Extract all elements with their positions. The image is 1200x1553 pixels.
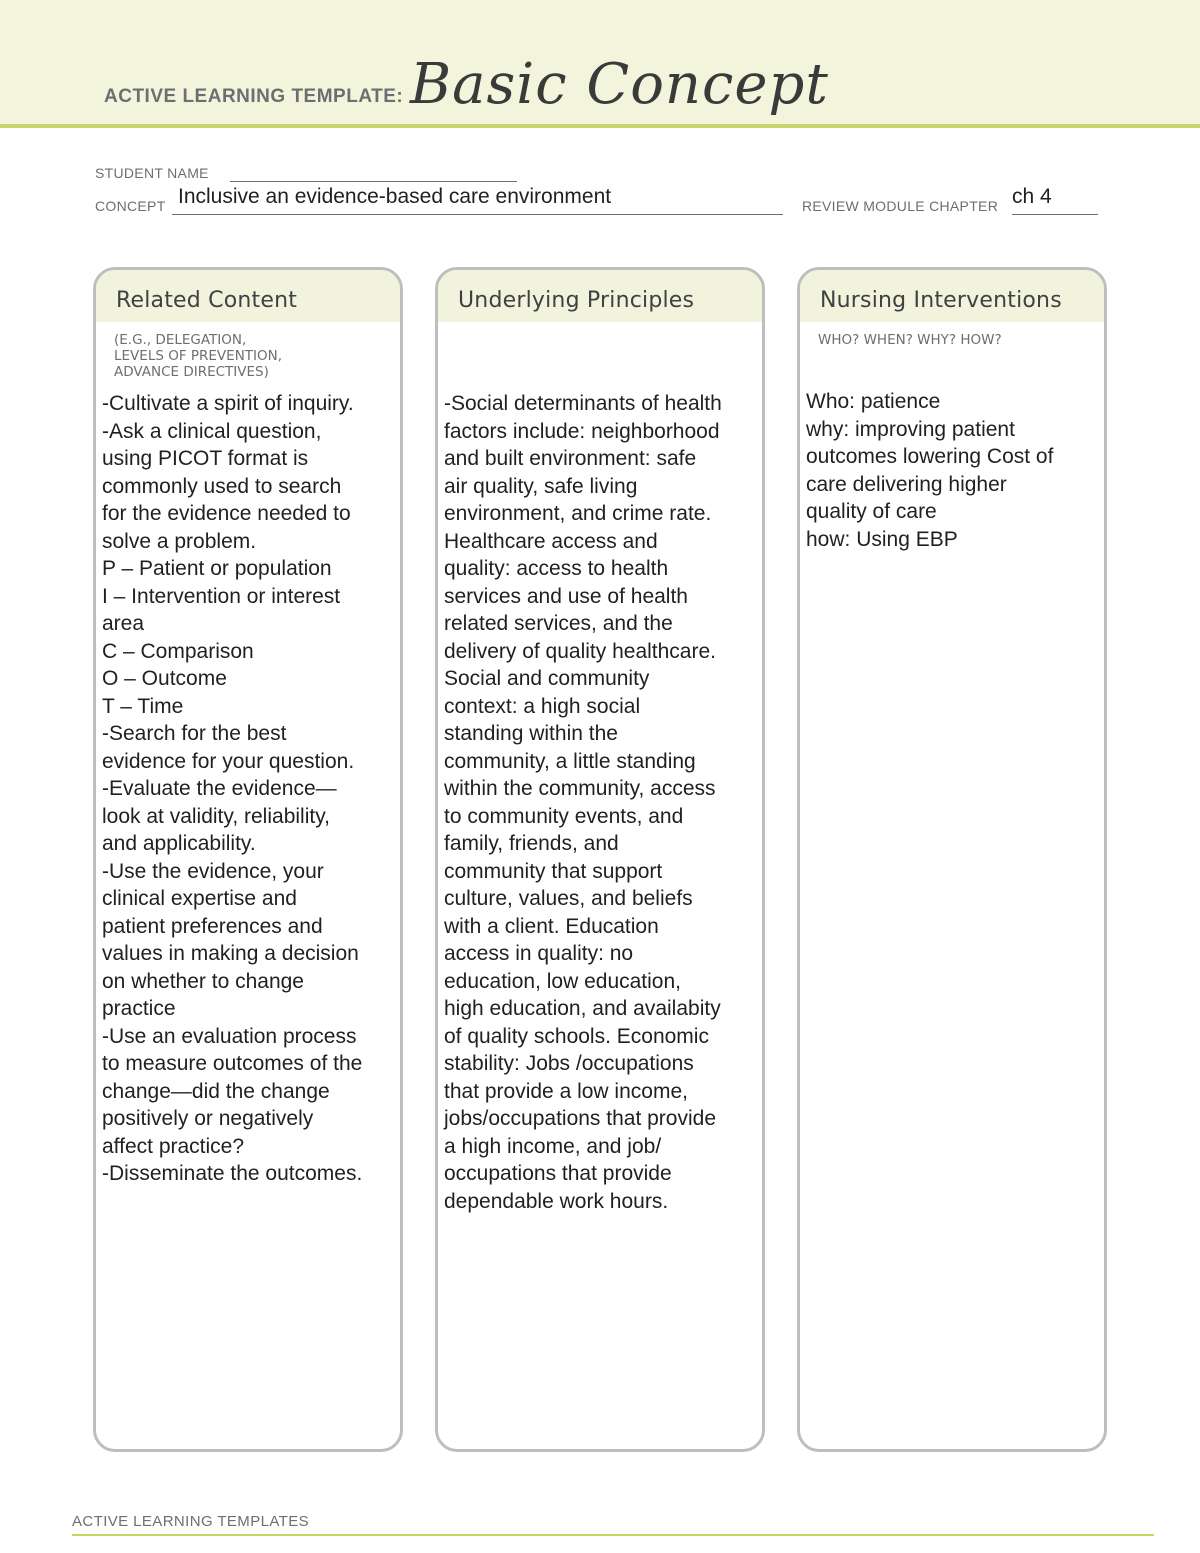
- card-title: Underlying Principles: [458, 288, 695, 313]
- student-name-field[interactable]: [230, 181, 517, 182]
- template-label: ACTIVE LEARNING TEMPLATE:: [104, 86, 404, 107]
- card-title: Nursing Interventions: [820, 288, 1062, 313]
- footer-label: ACTIVE LEARNING TEMPLATES: [72, 1513, 309, 1530]
- review-module-field-line: [1012, 214, 1098, 215]
- card-subtitle: (E.G., DELEGATION, LEVELS OF PREVENTION, ADVANCE DIRECTIVES): [114, 332, 283, 380]
- header-divider: [0, 124, 1200, 128]
- related-content-card: [93, 267, 403, 1452]
- nursing-interventions-text[interactable]: Who: patience why: improving patient outcomes lowering Cost of care delivering higher quality of care how: Using EBP: [806, 390, 1054, 551]
- underlying-principles-card: [435, 267, 765, 1452]
- card-subtitle: WHO? WHEN? WHY? HOW?: [818, 332, 1002, 348]
- footer-divider: [72, 1534, 1154, 1536]
- concept-field-line: [172, 214, 783, 215]
- review-module-label: REVIEW MODULE CHAPTER: [802, 198, 999, 214]
- related-content-text[interactable]: -Cultivate a spirit of inquiry. -Ask a clinical question, using PICOT format is commonly used to search for the evidence needed to solve a problem. P – Patient or population I – Intervention or interest area C – Comparison O – Outcome T – Time -Search for the best evidence for your question. -Evaluate the evidence— look at validity, reliability, and applicability. -Use the evidence, your clinical expertise and patient preferences and values in making a decision on whether to change practice -Use an evaluation process to measure outcomes of the change—did the change positively or negatively affect practice? -Disseminate the outcomes.: [102, 392, 363, 1185]
- nursing-interventions-card: [797, 267, 1107, 1452]
- card-title: Related Content: [116, 288, 298, 313]
- review-module-field[interactable]: ch 4: [1012, 185, 1052, 208]
- concept-label: CONCEPT: [95, 198, 166, 214]
- underlying-principles-text[interactable]: -Social determinants of health factors include: neighborhood and built environment: safe air quality, safe living environment, and crime rate. Healthcare access and quality: access to health services and use of health related services, and the delivery of quality healthcare. Social and community context: a high social standing within the community, a little standing within the community, access to community events, and family, friends, and community that support culture, values, and beliefs with a client. Education access in quality: no education, low education, high education, and availabity of quality schools. Economic stability: Jobs /occupations that provide a low income, jobs/occupations that provide a high income, and job/ occupations that provide dependable work hours.: [444, 392, 722, 1213]
- concept-field[interactable]: Inclusive an evidence-based care environment: [178, 185, 612, 208]
- template-title: Basic Concept: [410, 52, 829, 117]
- student-name-label: STUDENT NAME: [95, 165, 209, 181]
